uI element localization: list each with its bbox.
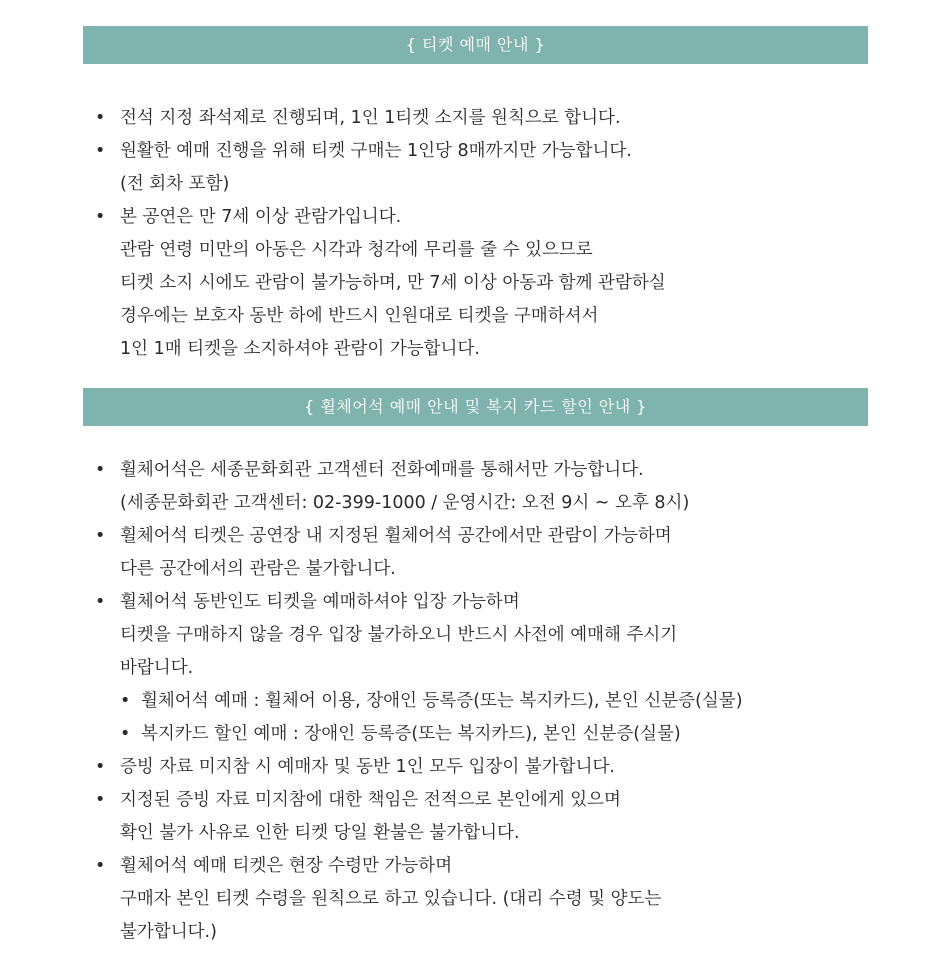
bullet-dot-icon: • <box>95 207 106 227</box>
ticket-booking-section <box>83 26 868 366</box>
list-item-text: 구매자 본인 티켓 수령을 원칙으로 하고 있습니다. (대리 수령 및 양도는 <box>120 889 662 909</box>
list-item-text: 바랍니다. <box>120 658 194 678</box>
sub-list-item <box>120 718 868 751</box>
list-item-text: 불가합니다.) <box>120 922 217 942</box>
sub-list-item-text: 복지카드 할인 예매 : 장애인 등록증(또는 복지카드), 본인 신분증(실물) <box>141 724 681 744</box>
list-item-text: 1인 1매 티켓을 소지하셔야 관람이 가능합니다. <box>120 339 480 359</box>
list-item-text: 휠체어석은 세종문화회관 고객센터 전화예매를 통해서만 가능합니다. <box>120 460 644 480</box>
list-item-text: 티켓 소지 시에도 관람이 불가능하며, 만 7세 이상 아동과 함께 관람하실 <box>120 273 666 293</box>
list-item <box>83 102 868 135</box>
list-item-text: (세종문화회관 고객센터: 02-399-1000 / 운영시간: 오전 9시 ~ 오후 8시) <box>120 493 690 513</box>
list-item-text: 휠체어석 동반인도 티켓을 예매하셔야 입장 가능하며 <box>120 592 520 612</box>
ticket-booking-list <box>83 102 868 366</box>
sub-list-item <box>120 685 868 718</box>
bullet-dot-icon: • <box>95 757 106 777</box>
list-item-text: 티켓을 구매하지 않을 경우 입장 불가하오니 반드시 사전에 예매해 주시기 <box>120 625 678 645</box>
list-item-text: 증빙 자료 미지참 시 예매자 및 동반 1인 모두 입장이 불가합니다. <box>120 757 615 777</box>
list-item-text: 원활한 예매 진행을 위해 티켓 구매는 1인당 8매까지만 가능합니다. <box>120 141 632 161</box>
list-item <box>83 586 868 751</box>
list-item <box>83 201 868 366</box>
wheelchair-booking-list <box>83 454 868 949</box>
list-item-text: 관람 연령 미만의 아동은 시각과 청각에 무리를 줄 수 있으므로 <box>120 240 593 260</box>
list-item-text: 확인 불가 사유로 인한 티켓 당일 환불은 불가합니다. <box>120 823 520 843</box>
bullet-dot-icon: • <box>95 592 106 612</box>
bullet-dot-icon: • <box>120 691 131 711</box>
list-item-text: 휠체어석 티켓은 공연장 내 지정된 휠체어석 공간에서만 관람이 가능하며 <box>120 526 672 546</box>
section-header-ticket-booking: { 티켓 예매 안내 } <box>83 26 868 64</box>
bullet-dot-icon: • <box>95 526 106 546</box>
bullet-dot-icon: • <box>120 724 131 744</box>
list-item-text: (전 회차 포함) <box>120 174 230 194</box>
wheelchair-sub-list <box>120 685 868 751</box>
wheelchair-booking-section <box>83 388 868 949</box>
list-item <box>83 751 868 784</box>
list-item-text: 휠체어석 예매 티켓은 현장 수령만 가능하며 <box>120 856 453 876</box>
bullet-dot-icon: • <box>95 141 106 161</box>
section-header-wheelchair-booking: { 휠체어석 예매 안내 및 복지 카드 할인 안내 } <box>83 388 868 426</box>
list-item-text: 다른 공간에서의 관람은 불가합니다. <box>120 559 396 579</box>
list-item-text: 경우에는 보호자 동반 하에 반드시 인원대로 티켓을 구매하셔서 <box>120 306 599 326</box>
bullet-dot-icon: • <box>95 108 106 128</box>
list-item <box>83 850 868 949</box>
list-item <box>83 135 868 201</box>
list-item-text: 전석 지정 좌석제로 진행되며, 1인 1티켓 소지를 원칙으로 합니다. <box>120 108 621 128</box>
bullet-dot-icon: • <box>95 856 106 876</box>
bullet-dot-icon: • <box>95 460 106 480</box>
list-item <box>83 520 868 586</box>
list-item <box>83 784 868 850</box>
list-item-text: 본 공연은 만 7세 이상 관람가입니다. <box>120 207 402 227</box>
list-item <box>83 454 868 520</box>
sub-list-item-text: 휠체어석 예매 : 휠체어 이용, 장애인 등록증(또는 복지카드), 본인 신분증(실물) <box>141 691 743 711</box>
list-item-text: 지정된 증빙 자료 미지참에 대한 책임은 전적으로 본인에게 있으며 <box>120 790 621 810</box>
bullet-dot-icon: • <box>95 790 106 810</box>
